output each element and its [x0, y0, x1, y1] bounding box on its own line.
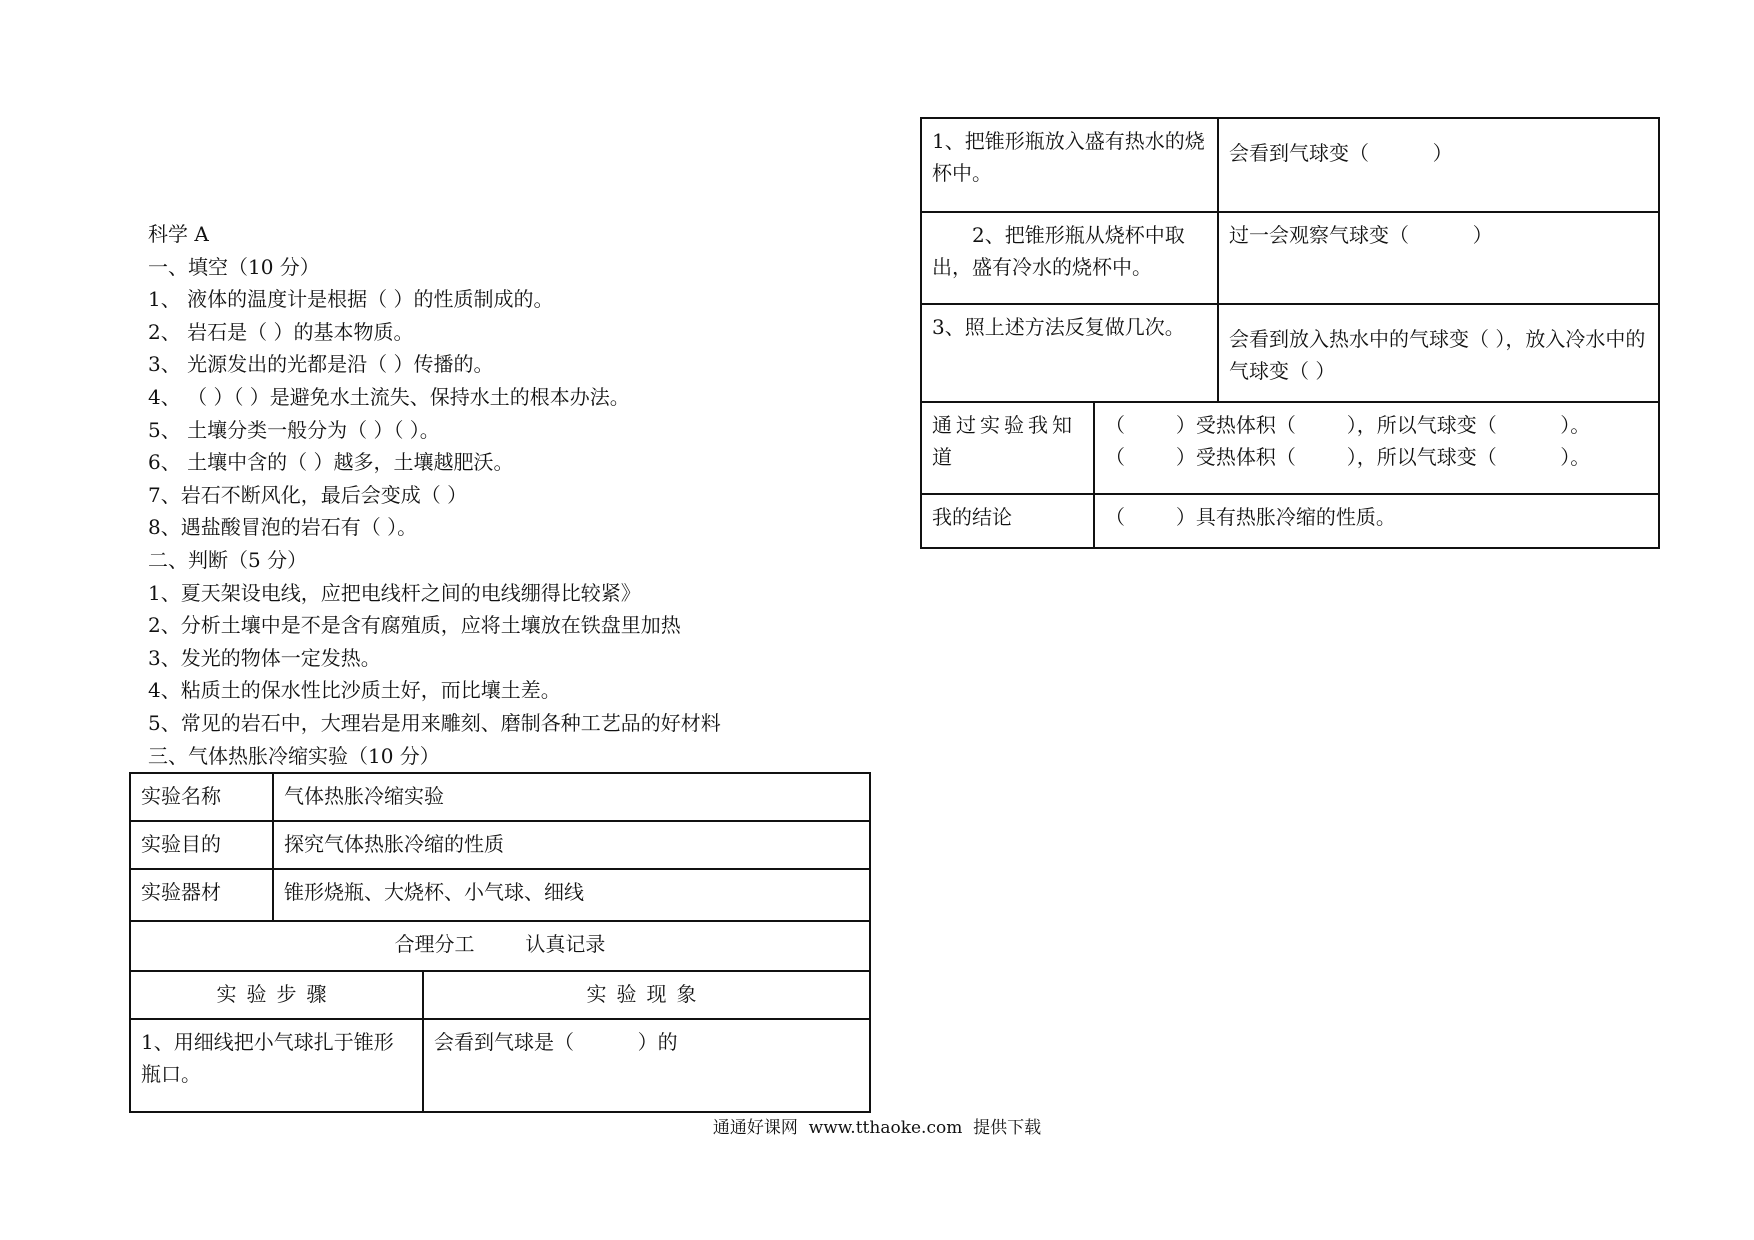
judge-question: 2、分析土壤中是不是含有腐殖质，应将土壤放在铁盘里加热 — [148, 613, 681, 638]
know-content — [1094, 402, 1659, 494]
step-cell: 1、用细线把小气球扎于锥形瓶口。 — [130, 1019, 423, 1112]
step-cell: 2、把锥形瓶从烧杯中取出，盛有冷水的烧杯中。 — [921, 212, 1218, 304]
judge-question: 5、常见的岩石中，大理岩是用来雕刻、磨制各种工艺品的好材料 — [148, 710, 721, 735]
paper-title: 科学 A — [148, 222, 209, 246]
division-motto: 合理分工 认真记录 — [130, 921, 870, 971]
step-cell: 1、把锥形瓶放入盛有热水的烧杯中。 — [921, 118, 1218, 212]
table-row — [130, 869, 870, 921]
know-label: 通过实验我知道 — [921, 402, 1094, 494]
experiment-table — [129, 772, 871, 1113]
table-row — [130, 1019, 870, 1112]
row-value-equipment: 锥形烧瓶、大烧杯、小气球、细线 — [273, 869, 870, 921]
row-label-equipment: 实验器材 — [130, 869, 273, 921]
row-value-name: 气体热胀冷缩实验 — [273, 773, 870, 821]
fill-question: 5、 土壤分类一般分为（ ）（ ）。 — [148, 417, 440, 442]
table-row — [921, 304, 1659, 402]
left-column — [148, 218, 868, 772]
fill-question: 7、岩石不断风化，最后会变成（ ） — [148, 482, 468, 507]
row-label-name: 实验名称 — [130, 773, 273, 821]
phenomenon-cell: 会看到放入热水中的气球变（ ），放入冷水中的气球变（ ） — [1218, 304, 1659, 402]
col-header-phenomena: 实验现象 — [423, 971, 870, 1019]
table-row — [921, 118, 1659, 212]
fill-question: 8、遇盐酸冒泡的岩石有（ ）。 — [148, 515, 418, 540]
table-row — [130, 921, 870, 971]
col-header-steps: 实验步骤 — [130, 971, 423, 1019]
table-row — [921, 402, 1659, 494]
know-line: （ ）受热体积（ ），所以气球变（ ）。 — [1105, 413, 1591, 437]
step-cell: 3、照上述方法反复做几次。 — [921, 304, 1218, 402]
experiment-section-heading: 三、气体热胀冷缩实验（10 分） — [148, 743, 440, 768]
table-row — [130, 971, 870, 1019]
experiment-table-continued — [920, 117, 1660, 549]
know-line: （ ）受热体积（ ），所以气球变（ ）。 — [1105, 445, 1591, 469]
fill-question: 3、 光源发出的光都是沿（ ）传播的。 — [148, 352, 494, 377]
judge-question: 3、发光的物体一定发热。 — [148, 645, 381, 670]
table-row — [921, 494, 1659, 548]
judge-question: 1、夏天架设电线，应把电线杆之间的电线绷得比较紧》 — [148, 580, 641, 605]
table-row — [921, 212, 1659, 304]
table-row — [130, 773, 870, 821]
footer-credit: 通通好课网 www.tthaoke.com 提供下载 — [712, 1118, 1042, 1138]
phenomenon-cell: 过一会观察气球变（ ） — [1218, 212, 1659, 304]
row-label-purpose: 实验目的 — [130, 821, 273, 869]
fill-question: 6、 土壤中含的（ ）越多，土壤越肥沃。 — [148, 450, 514, 475]
phenomenon-cell: 会看到气球变（ ） — [1218, 118, 1659, 212]
fill-question: 4、 （ ）（ ）是避免水土流失、保持水土的根本办法。 — [148, 384, 630, 409]
fill-question: 1、 液体的温度计是根据（ ）的性质制成的。 — [148, 287, 554, 312]
judge-section-heading: 二、判断（5 分） — [148, 547, 308, 572]
conclusion-label: 我的结论 — [921, 494, 1094, 548]
row-value-purpose: 探究气体热胀冷缩的性质 — [273, 821, 870, 869]
fill-question: 2、 岩石是（ ）的基本物质。 — [148, 319, 414, 344]
table-row — [130, 821, 870, 869]
phenomenon-cell: 会看到气球是（ ）的 — [423, 1019, 870, 1112]
judge-question: 4、粘质土的保水性比沙质土好，而比壤土差。 — [148, 678, 561, 703]
fill-section-heading: 一、填空（10 分） — [148, 254, 320, 279]
conclusion-text: （ ）具有热胀冷缩的性质。 — [1094, 494, 1659, 548]
